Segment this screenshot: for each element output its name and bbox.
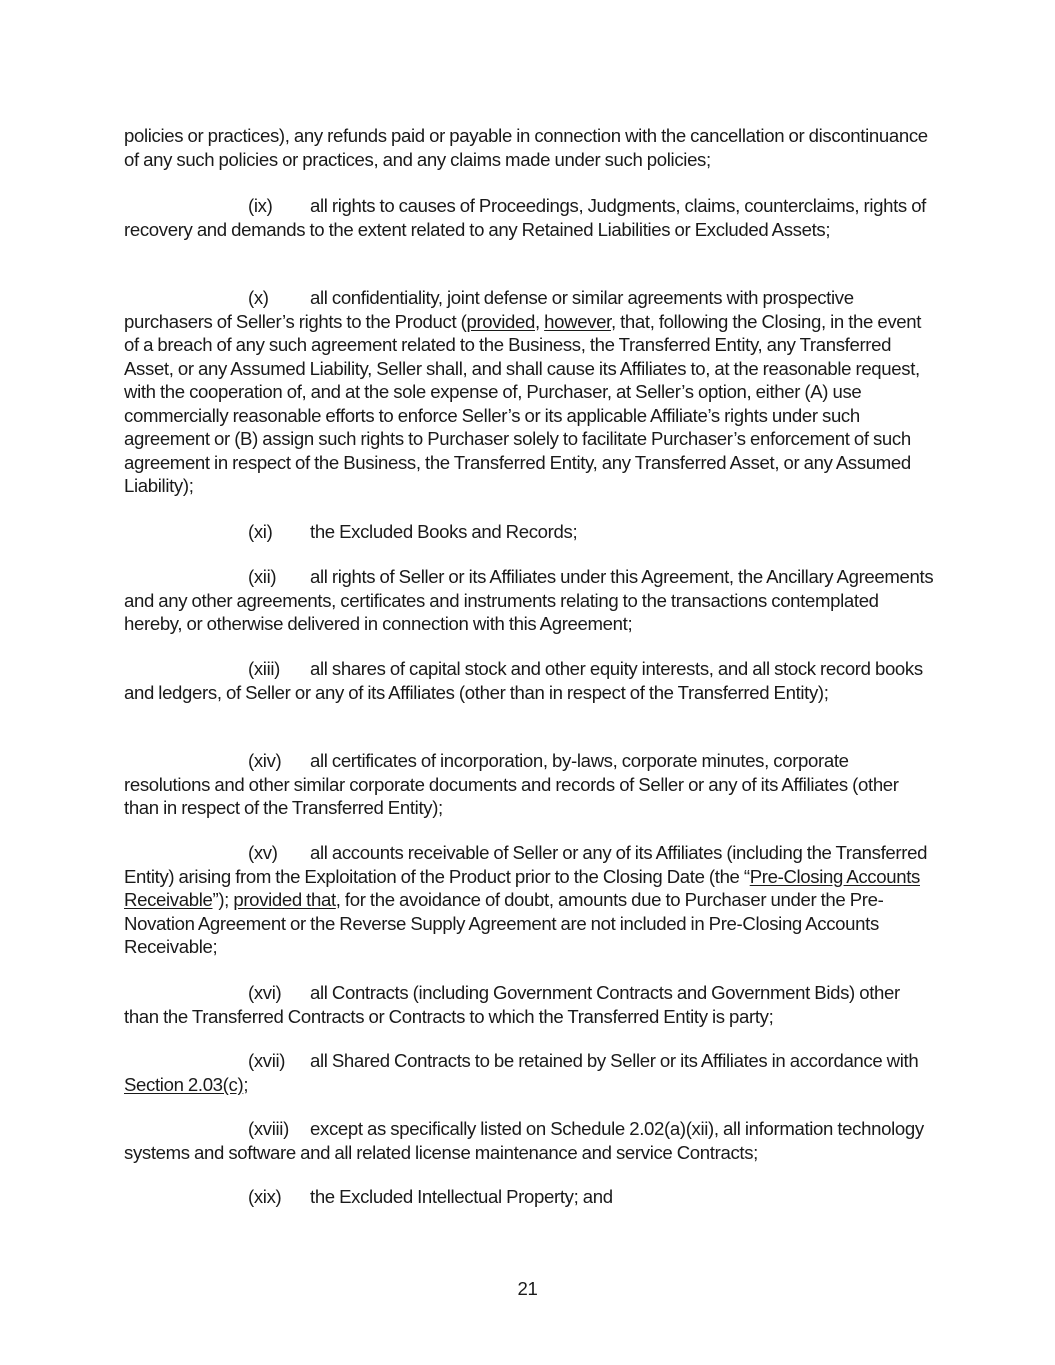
paragraph-xvii <box>124 1049 934 1096</box>
paragraph-text: ; <box>243 1073 249 1095</box>
paragraph-text: , that, following the Closing, in the event of a breach of any such agreement related to the Business, the Transferred Entity, any Transferred Asset, or any Assumed Liability, Seller shall, and shall cause its Affiliates to, at the reasonable request, with the cooperation of, and at the sole expense of, Purchaser, at Seller’s option, either (A) use commercially reasonable efforts to enforce Seller’s or its applicable Affiliate’s rights under such agreement or (B) assign such rights to Purchaser solely to facilitate Purchaser’s enforcement of such agreement in respect of the Business, the Transferred Entity, any Transferred Asset, or any Assumed Liability); <box>124 310 922 496</box>
defined-term-provided: provided <box>466 310 535 332</box>
paragraph-xiii <box>124 657 934 704</box>
paragraph-text: the Excluded Intellectual Property; and <box>310 1186 613 1207</box>
paragraph-text: all rights of Seller or its Affiliates under this Agreement, the Ancillary Agreements and any other agreements, certificates and instruments relating to the transactions contemplated hereby, or otherwise delivered in connection with this Agreement; <box>124 566 934 634</box>
paragraph-text: all certificates of incorporation, by-laws, corporate minutes, corporate resolutions and other similar corporate documents and records of Seller or any of its Affiliates (other than in respect of the Transferred Entity); <box>124 750 899 818</box>
paragraph-xvi <box>124 981 934 1028</box>
section-reference: Section 2.03(c) <box>124 1073 244 1095</box>
paragraph-xi <box>124 520 934 544</box>
paragraph-text: all Contracts (including Government Contracts and Government Bids) other than the Transferred Contracts or Contracts to which the Transferred Entity is party; <box>124 982 900 1027</box>
paragraph-text: all confidentiality, joint defense or similar agreements with prospective purchasers of Seller’s rights to the Product ( <box>124 287 854 332</box>
item-number: (xvii) <box>248 1050 286 1071</box>
paragraph-x <box>124 286 934 498</box>
item-number: (ix) <box>248 195 273 216</box>
paragraph-text: all rights to causes of Proceedings, Judgments, claims, counterclaims, rights of recovery and demands to the extent related to any Retained Liabilities or Excluded Assets; <box>124 195 927 240</box>
paragraph-text: all shares of capital stock and other equity interests, and all stock record books and ledgers, of Seller or any of its Affiliates (other than in respect of the Transferred Entity); <box>124 658 923 703</box>
paragraph-xii <box>124 565 934 636</box>
paragraph-text: , for the avoidance of doubt, amounts due to Purchaser under the Pre-Novation Agreement or the Reverse Supply Agreement are not included in Pre-Closing Accounts Receivable; <box>124 889 884 957</box>
item-number: (xii) <box>248 566 277 587</box>
paragraph-xiv <box>124 749 934 820</box>
page-number: 21 <box>517 1278 538 1299</box>
paragraph-text: policies or practices), any refunds paid or payable in connection with the cancellation or discontinuance of any such policies or practices, and any claims made under such policies; <box>124 125 928 170</box>
item-number: (xi) <box>248 521 273 542</box>
paragraph-xviii <box>124 1117 934 1164</box>
paragraph-text: all accounts receivable of Seller or any of its Affiliates (including the Transferred Entity) arising from the Exploitation of the Product prior to the Closing Date (the “ <box>124 842 928 887</box>
item-number: (xviii) <box>248 1118 289 1139</box>
item-number: (xix) <box>248 1186 282 1207</box>
paragraph-xv <box>124 841 934 959</box>
paragraph-continuation <box>124 124 934 171</box>
paragraph-text: ”); <box>212 889 234 910</box>
paragraph-text: all Shared Contracts to be retained by Seller or its Affiliates in accordance with <box>310 1050 919 1071</box>
item-number: (x) <box>248 287 269 308</box>
paragraph-text: , <box>535 310 545 332</box>
item-number: (xv) <box>248 842 278 863</box>
paragraph-ix <box>124 194 934 241</box>
item-number: (xiv) <box>248 750 282 771</box>
defined-term-pre-closing-accounts-receivable: Pre-Closing Accounts Receivable <box>124 865 920 910</box>
paragraph-text: the Excluded Books and Records; <box>310 521 578 542</box>
item-number: (xvi) <box>248 982 282 1003</box>
item-number: (xiii) <box>248 658 280 679</box>
defined-term-provided-that: provided that <box>233 889 336 910</box>
paragraph-text: except as specifically listed on Schedule 2.02(a)(xii), all information technology systems and software and all related license maintenance and service Contracts; <box>124 1118 924 1163</box>
defined-term-however: however <box>544 310 611 332</box>
paragraph-xix <box>124 1185 934 1209</box>
